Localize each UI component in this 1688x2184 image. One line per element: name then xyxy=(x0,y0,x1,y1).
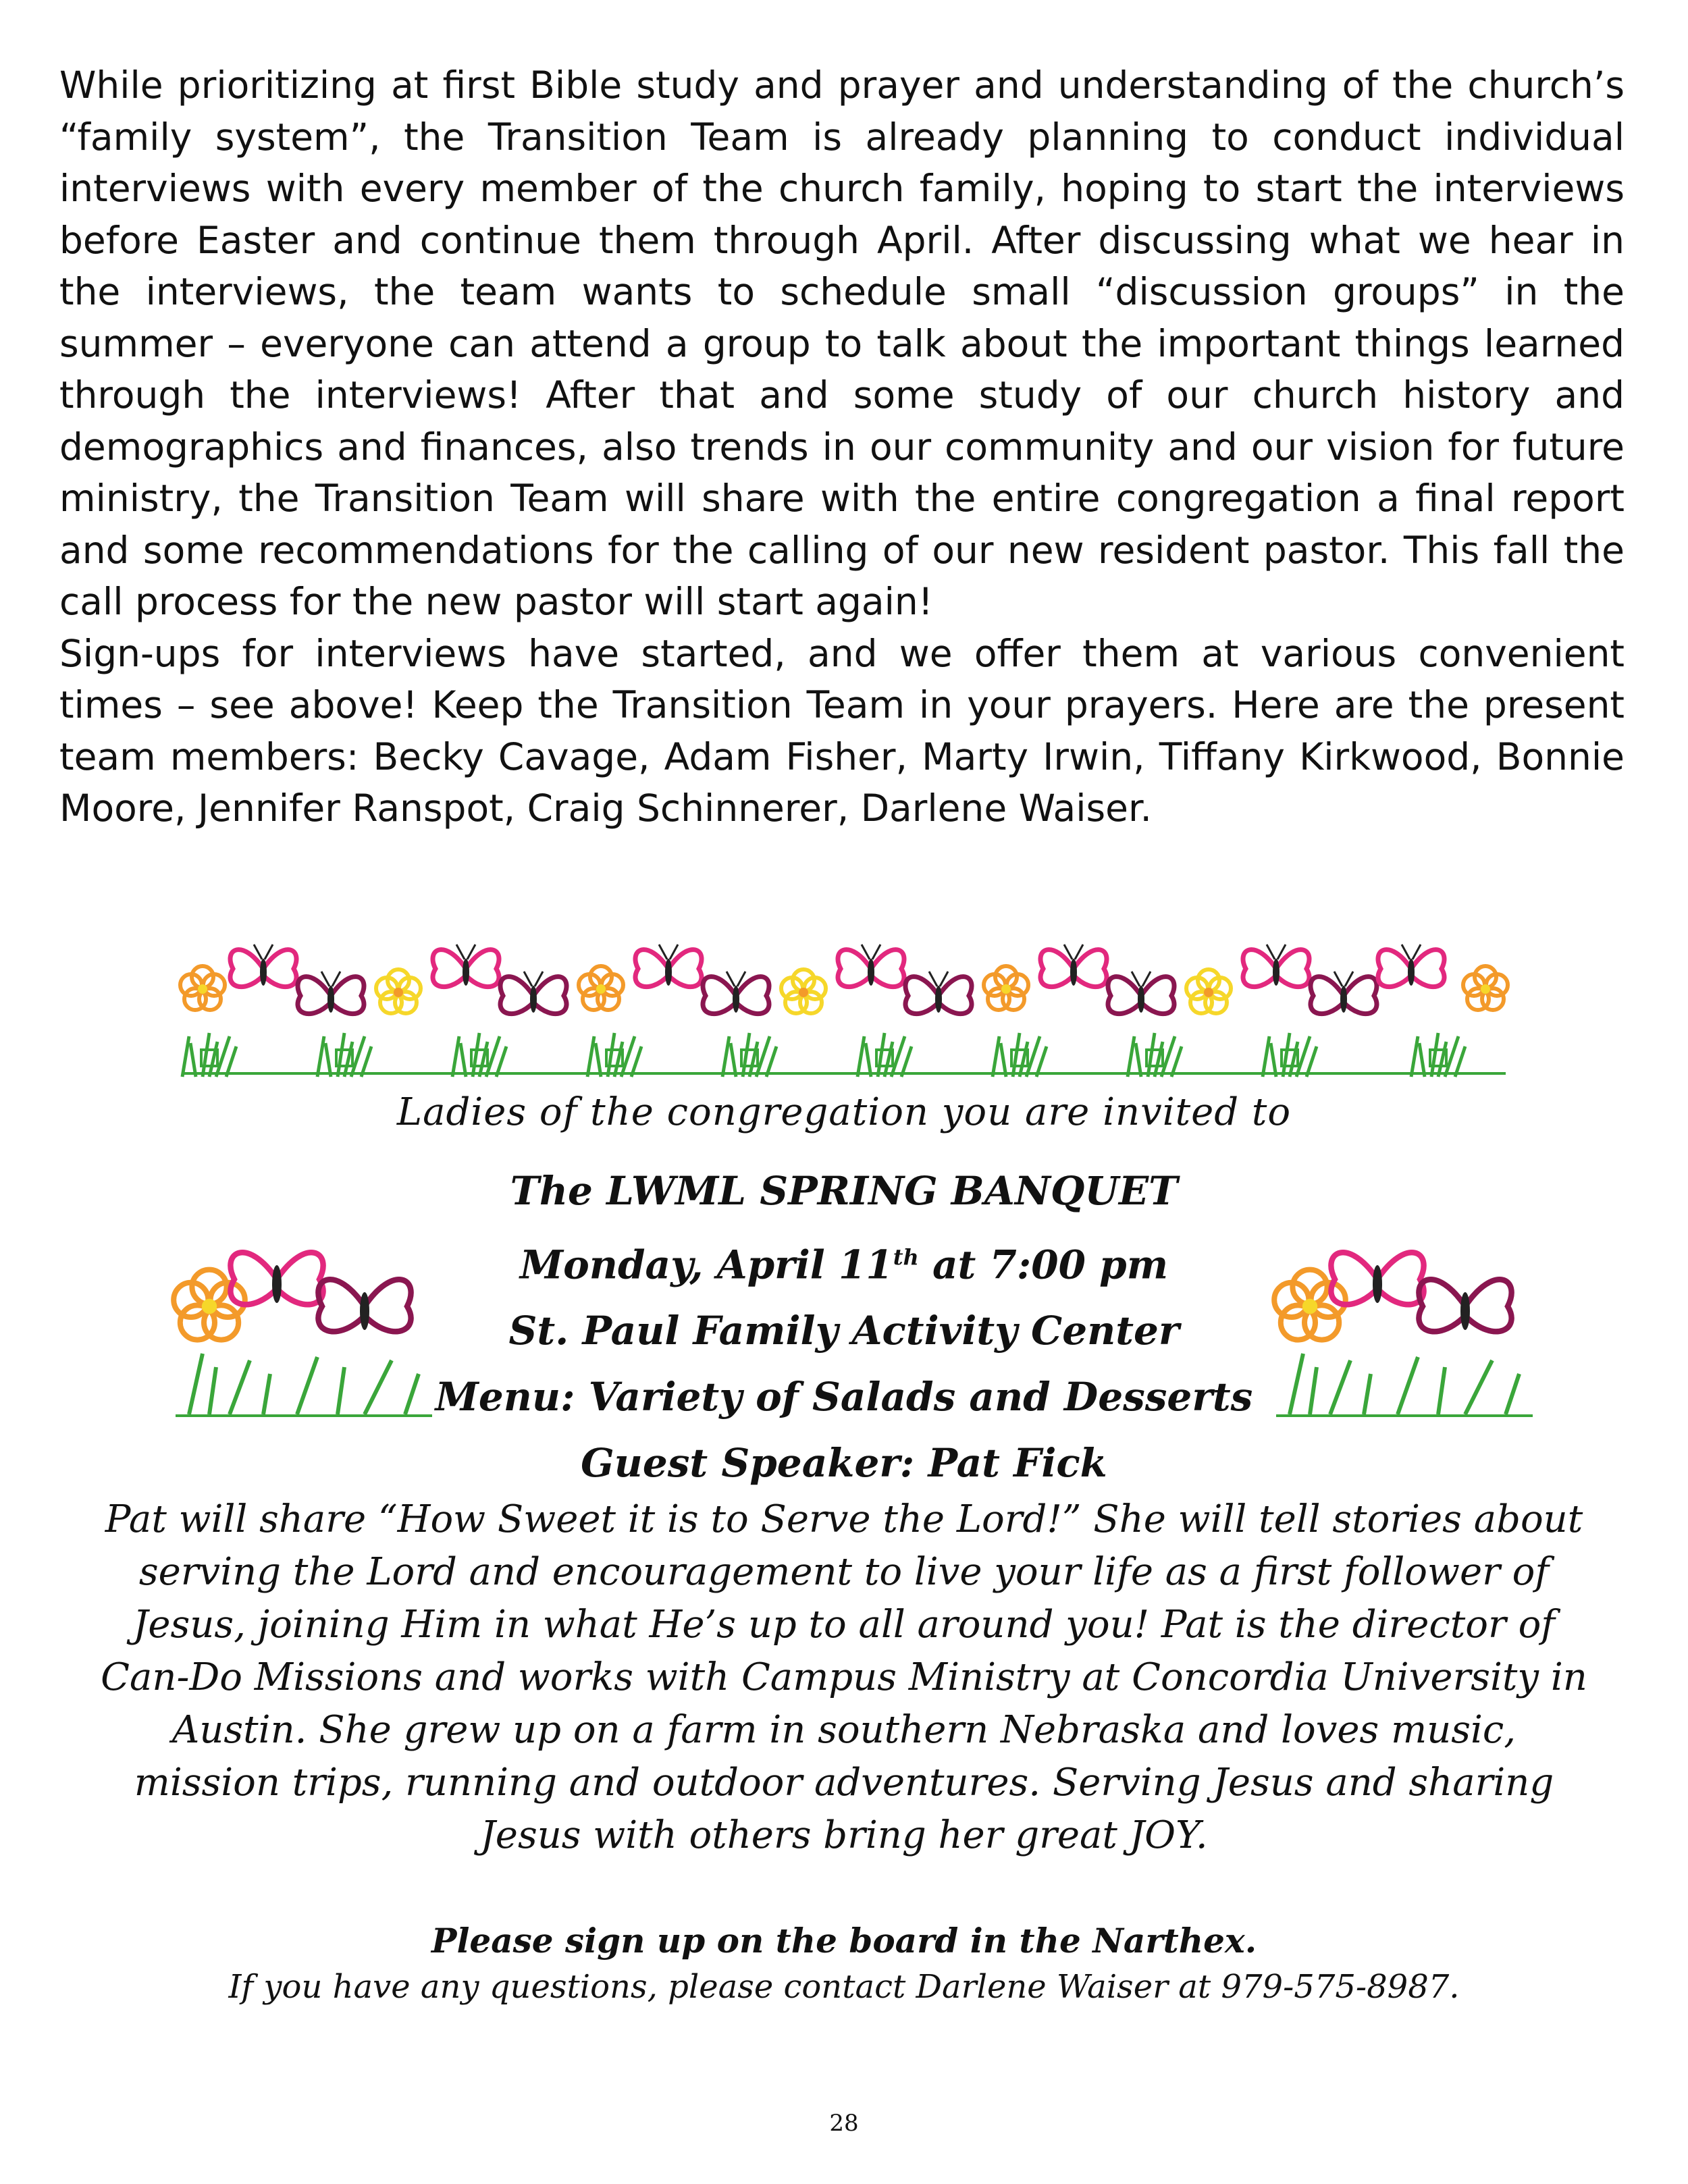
event-speaker: Guest Speaker: Pat Fick xyxy=(581,1440,1107,1487)
event-date xyxy=(0,1224,1688,1298)
intro-text xyxy=(59,59,1625,834)
event-details xyxy=(0,1158,1688,1496)
intro-paragraph-2: Sign-ups for interviews have started, and we offer them at various convenient times – see above! Keep the Transition Team in your prayers. Here are the present team members: Becky Cavage, Adam Fisher, Marty Irwin, Tiffany Kirkwood, Bonnie Moore, Jennifer Ranspot, Craig Schinnerer, Darlene Waiser. xyxy=(59,631,1625,830)
event-location: St. Paul Family Activity Center xyxy=(508,1308,1180,1354)
flower-butterfly-border xyxy=(169,935,1519,1084)
event-menu: Menu: Variety of Salads and Desserts xyxy=(435,1374,1253,1420)
speaker-description: Pat will share “How Sweet it is to Serve the Lord!” She will tell stories about serving the Lord and encouragement to live your life as a first follower of Jesus, joining Him in what He’s up to all around you! Pat is the director of Can-Do Missions and works with Campus Ministry at Concordia University in Austin. She grew up on a farm in southern Nebraska and loves music, mission trips, running and outdoor adventures. Serving Jesus and sharing Jesus with others bring her great JOY. xyxy=(101,1497,1587,1857)
page-number: 28 xyxy=(829,2110,859,2137)
contact-note: If you have any questions, please contact Darlene Waiser at 979-575-8987. xyxy=(228,1968,1460,2006)
intro-paragraph-1: While prioritizing at first Bible study and prayer and understanding of the church’s “family system”, the Transition Team is already planning to conduct individual interviews with every member of the church family, hoping to start the interviews before Easter and continue them through April. After discussing what we hear in the interviews, the team wants to schedule small “discussion groups” in the summer – everyone can attend a group to talk about the important things learned through the interviews! After that and some study of our church history and demographics and finances, also trends in our community and our vision for future ministry, the Transition Team will share with the entire congregation a final report and some recommendations for the calling of our new resident pastor. This fall the call process for the new pastor will start again! xyxy=(59,63,1625,623)
invitation-lead: Ladies of the congregation you are invited to xyxy=(396,1090,1292,1134)
event-date-prefix: Monday, April 11 xyxy=(519,1242,893,1288)
event-date-ordinal: th xyxy=(893,1244,919,1270)
signup-note: Please sign up on the board in the Narthex. xyxy=(431,1921,1257,1961)
event-title: The LWML SPRING BANQUET xyxy=(510,1168,1178,1214)
event-date-time: at 7:00 pm xyxy=(918,1242,1169,1288)
